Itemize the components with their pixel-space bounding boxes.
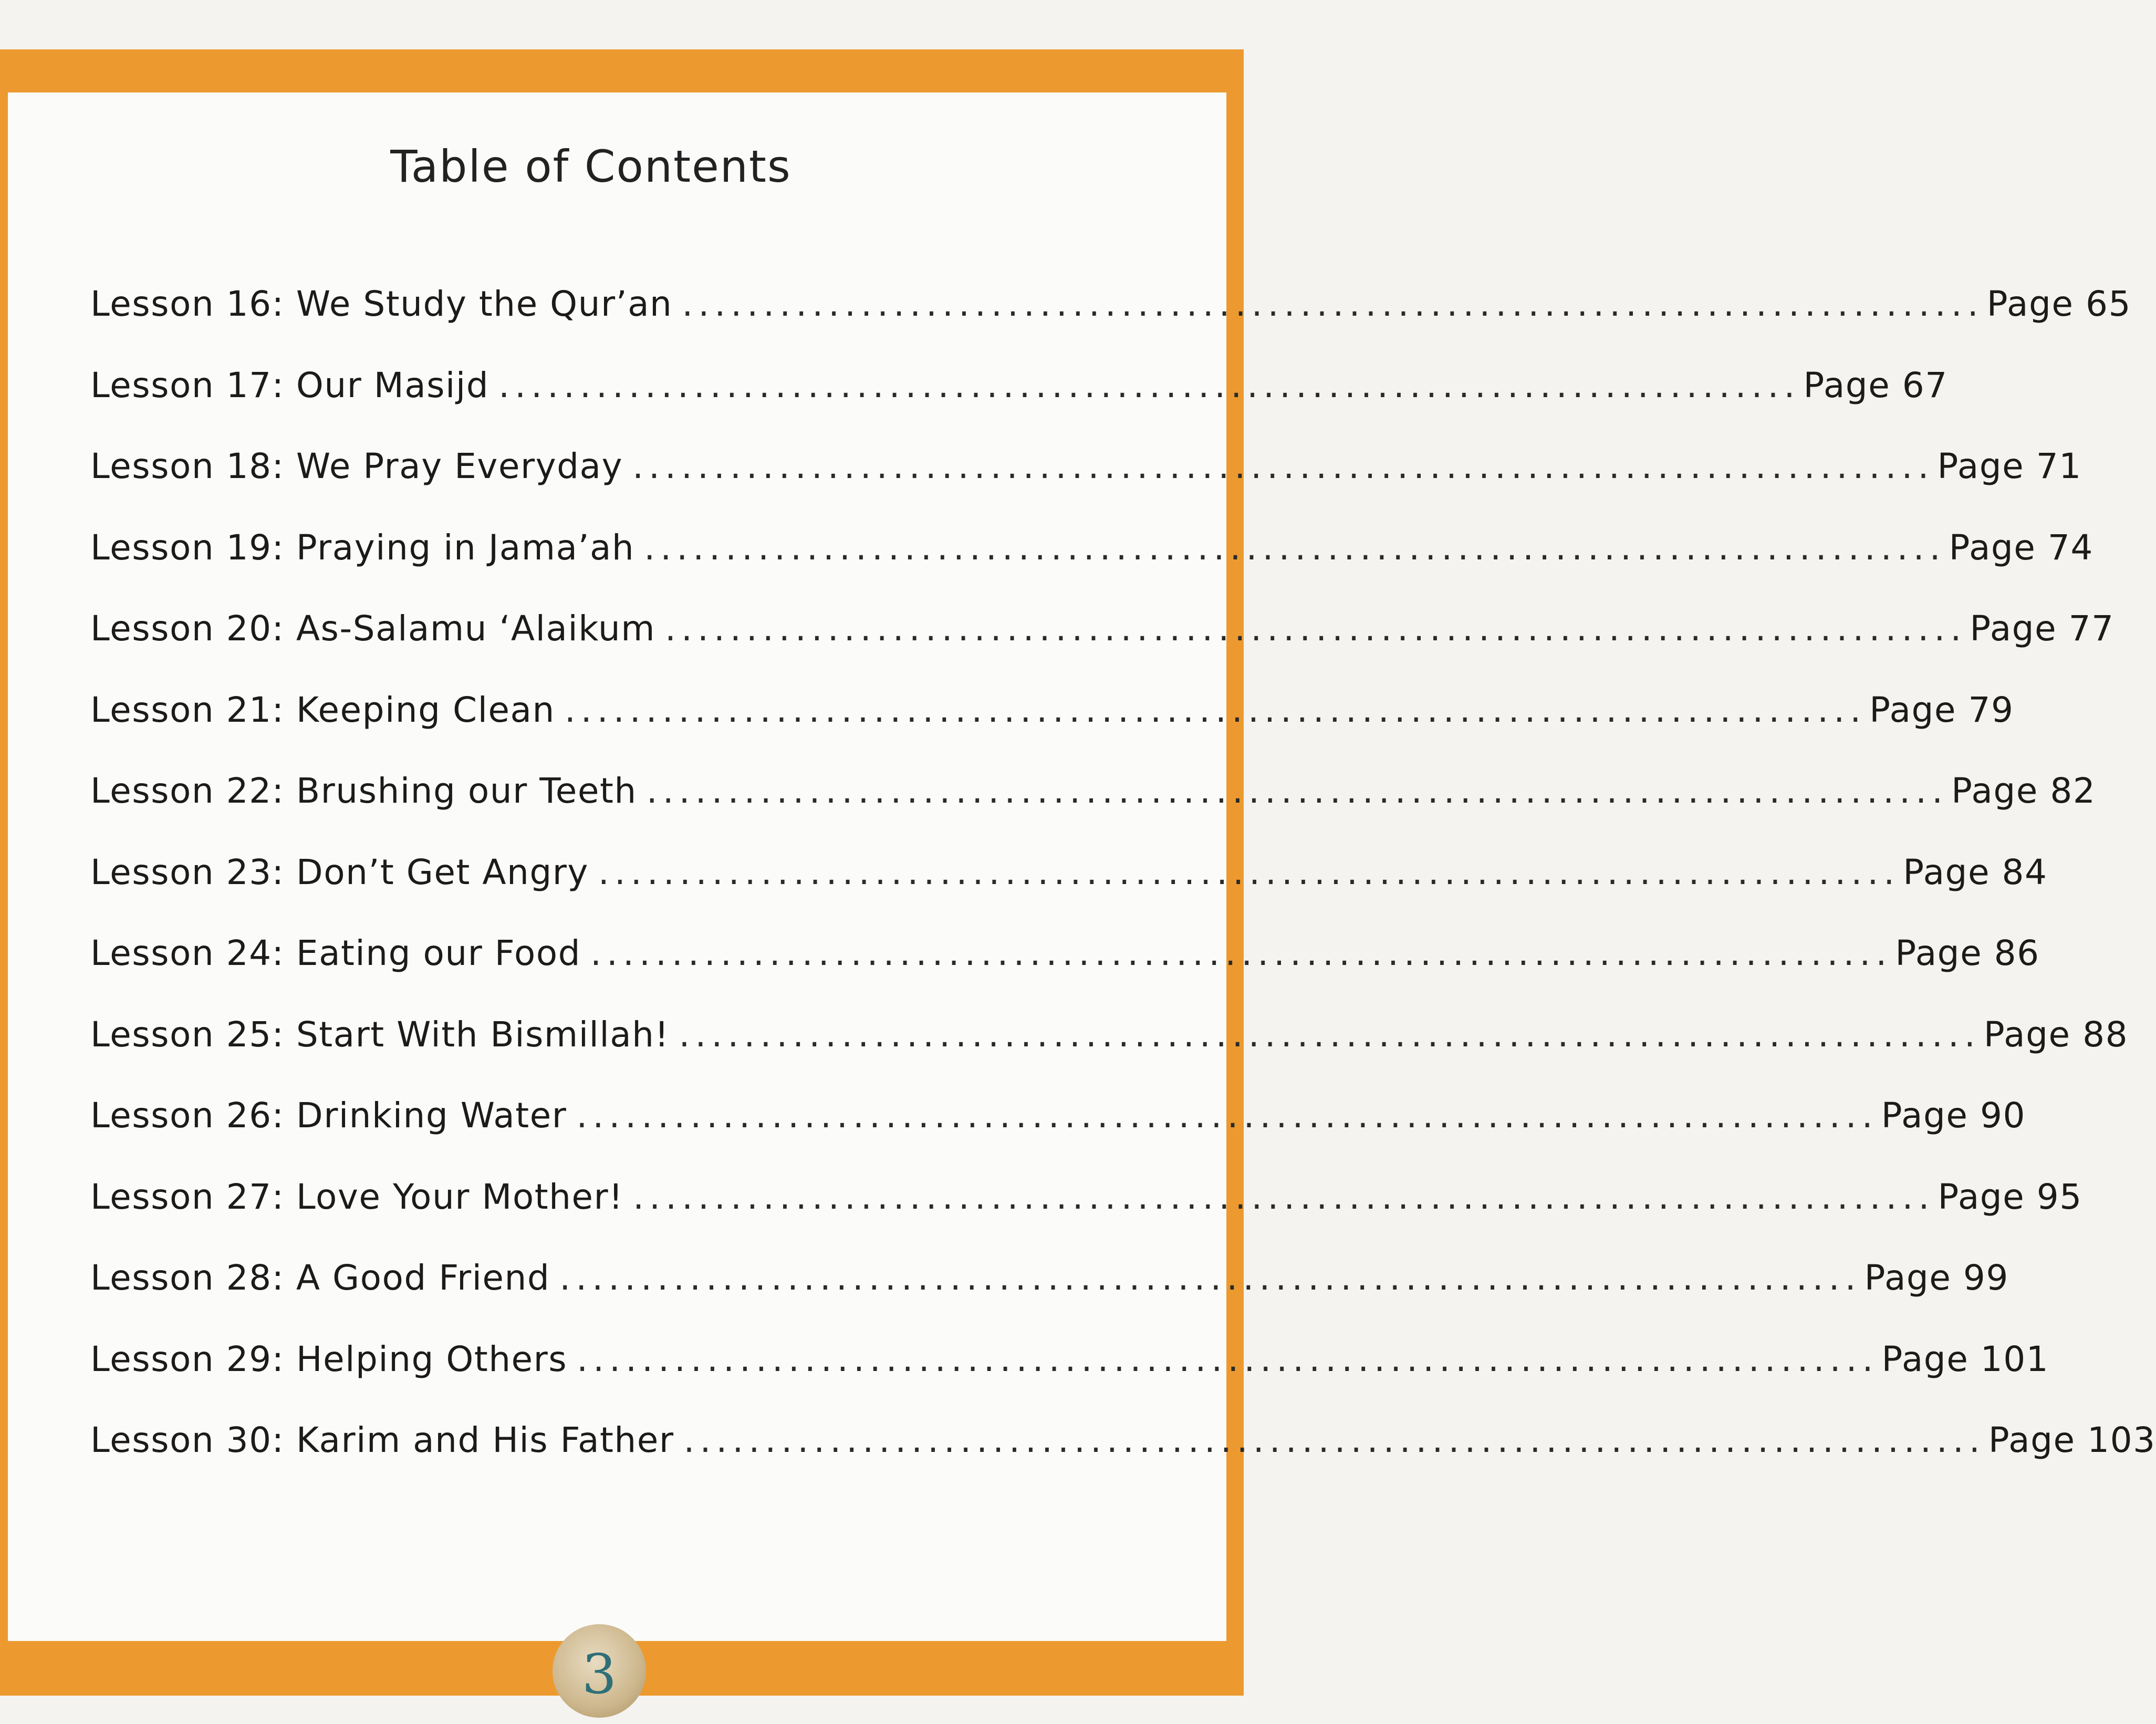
toc-dot-leader: ................................................................................ [598,851,1900,892]
toc-page-number: Page 90 [1881,1095,2026,1136]
toc-lesson-title: Lesson 16: We Study the Qur’an [90,284,673,324]
toc-lesson-title: Lesson 26: Drinking Water [90,1095,567,1136]
toc-lesson-title: Lesson 20: As-Salamu ‘Alaikum [90,608,656,649]
toc-page-number: Page 84 [1903,851,2048,892]
toc-page-number: Page 67 [1803,365,1948,406]
page-number-badge: 3 [553,1624,646,1718]
toc-entry [90,933,2040,1014]
toc-dot-leader: ................................................................................ [590,933,1892,973]
toc-dot-leader: ................................................................................ [576,1095,1878,1136]
toc-page-number: Page 65 [1986,284,2131,324]
toc-lesson-title: Lesson 30: Karim and His Father [90,1420,674,1460]
toc-dot-leader: ................................................................................ [683,1420,1985,1460]
toc-entry [90,527,2093,609]
toc-dot-leader: ................................................................................ [498,365,1800,406]
toc-page-number: Page 88 [1983,1014,2129,1055]
toc-lesson-title: Lesson 24: Eating our Food [90,933,581,973]
toc-entry [90,1095,2026,1177]
toc-page-number: Page 79 [1869,689,2014,730]
toc-lesson-title: Lesson 17: Our Masijd [90,365,489,406]
toc-page-number: Page 82 [1951,771,2096,811]
toc-page-number: Page 103 [1988,1420,2156,1460]
toc-dot-leader: ................................................................................ [564,689,1867,730]
toc-lesson-title: Lesson 28: A Good Friend [90,1258,550,1298]
toc-dot-leader: ................................................................................ [665,608,1967,649]
toc-lesson-title: Lesson 23: Don’t Get Angry [90,851,589,892]
toc-entry [90,1014,2129,1096]
toc-entry [90,608,2115,690]
toc-entry [90,1258,2009,1339]
toc-dot-leader: ................................................................................ [633,1176,1935,1217]
toc-dot-leader: ................................................................................ [644,527,1946,568]
toc-page-number: Page 71 [1937,446,2082,486]
toc-page-number: Page 77 [1970,608,2115,649]
page-title: Table of Contents [390,141,791,192]
toc-lesson-title: Lesson 29: Helping Others [90,1338,568,1379]
toc-dot-leader: ................................................................................ [679,1014,1981,1055]
toc-entry [90,446,2082,527]
toc-page-number: Page 101 [1881,1338,2049,1379]
toc-dot-leader: ................................................................................ [559,1258,1861,1298]
toc-lesson-title: Lesson 21: Keeping Clean [90,689,555,730]
toc-entry [90,284,2131,365]
toc-entry [90,1338,2049,1420]
toc-entry [90,771,2096,852]
toc-dot-leader: ................................................................................ [577,1338,1879,1379]
toc-lesson-title: Lesson 19: Praying in Jama’ah [90,527,635,568]
toc-entry [90,689,2014,771]
table-of-contents [90,284,2156,1501]
toc-entry [90,851,2048,933]
toc-page-number: Page 86 [1895,933,2040,973]
toc-entry [90,365,1948,446]
toc-page-number: Page 95 [1938,1176,2082,1217]
toc-page-number: Page 74 [1949,527,2093,568]
toc-dot-leader: ................................................................................ [682,284,1984,324]
toc-page-number: Page 99 [1864,1258,2009,1298]
toc-dot-leader: ................................................................................ [632,446,1934,486]
toc-dot-leader: ................................................................................ [646,771,1949,811]
toc-lesson-title: Lesson 27: Love Your Mother! [90,1176,624,1217]
toc-entry [90,1420,2156,1501]
toc-entry [90,1176,2082,1258]
toc-lesson-title: Lesson 18: We Pray Everyday [90,446,623,486]
toc-lesson-title: Lesson 22: Brushing our Teeth [90,771,637,811]
toc-lesson-title: Lesson 25: Start With Bismillah! [90,1014,670,1055]
